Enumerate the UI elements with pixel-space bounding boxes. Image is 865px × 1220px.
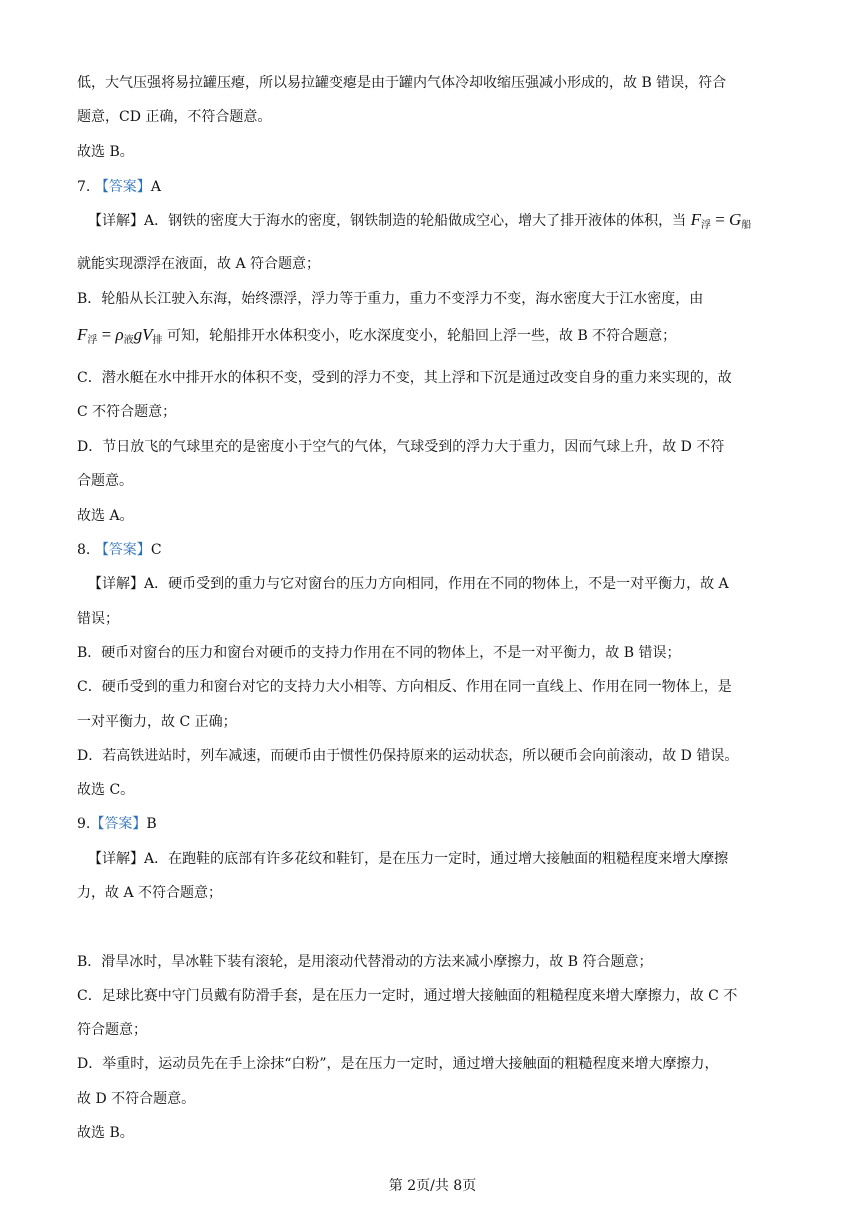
text-line: 故选 C。 <box>77 782 135 798</box>
text-line: C 不符合题意； <box>77 404 177 420</box>
question-number: 7. <box>77 179 91 195</box>
text-line: D．举重时，运动员先在手上涂抹“白粉”，是在压力一定时，通过增大接触面的粗糙程度来增大摩擦力， <box>77 1056 719 1072</box>
text-line: 【详解】A．硬币受到的重力与它对窗台的压力方向相同，作用在不同的物体上，不是一对平衡力，故 A <box>88 576 729 592</box>
text-line: 【详解】A．钢铁的密度大于海水的密度，钢铁制造的轮船做成空心，增大了排开液体的体积，当 $F_浮 = G_船$ <box>88 210 752 231</box>
formula-archimedes: $F_浮 = \rho_液gV_排$ <box>77 325 163 346</box>
text-line: 故选 A。 <box>77 508 134 524</box>
text-line: 一对平衡力，故 C 正确； <box>77 714 237 730</box>
text-line: B．硬币对窗台的压力和窗台对硬币的支持力作用在不同的物体上，不是一对平衡力，故 B 错误； <box>77 645 681 661</box>
text-line: B．轮船从长江驶入东海，始终漂浮，浮力等于重力，重力不变浮力不变，海水密度大于江水密度，由 <box>77 291 704 307</box>
text-line: 故选 B。 <box>77 144 134 160</box>
text-line: C．足球比赛中守门员戴有防滑手套，是在压力一定时，通过增大接触面的粗糙程度来增大摩擦力，故 C 不 <box>77 988 738 1004</box>
answer-label: 【答案】 <box>90 816 147 832</box>
answer-value: B <box>146 816 157 832</box>
text-line: 低，大气压强将易拉罐压瘪，所以易拉罐变瘪是由于罐内气体冷却收缩压强减小形成的，故 B 错误，符合 <box>77 75 727 91</box>
text-line: 合题意。 <box>77 473 133 489</box>
text-line: 力，故 A 不符合题意； <box>77 885 223 901</box>
question-9-header <box>77 813 157 833</box>
text-line: D．节日放飞的气球里充的是密度小于空气的气体，气球受到的浮力大于重力，因而气球上升，故 D 不符 <box>77 439 725 455</box>
text-line: 【详解】A．在跑鞋的底部有许多花纹和鞋钉，是在压力一定时，通过增大接触面的粗糙程度来增大摩擦 <box>88 851 729 867</box>
formula-float-equals-weight: $F_浮 = G_船$ <box>690 210 752 231</box>
text-line: C．硬币受到的重力和窗台对它的支持力大小相等、方向相反、作用在同一直线上、作用在同一物体上，是 <box>77 679 732 695</box>
text-line: 符合题意； <box>77 1022 147 1038</box>
answer-label: 【答案】 <box>94 542 151 558</box>
answer-label: 【答案】 <box>94 179 151 195</box>
answer-value: C <box>150 542 162 558</box>
text-line: 故 D 不符合题意。 <box>77 1091 196 1107</box>
text-line: 就能实现漂浮在液面，故 A 符合题意； <box>77 256 321 272</box>
answer-value: A <box>150 179 161 195</box>
text-line: 错误； <box>77 611 119 627</box>
question-number: 8. <box>77 542 91 558</box>
text-line: 题意，CD 正确，不符合题意。 <box>77 109 272 125</box>
question-8-header <box>77 539 162 559</box>
text-line: D．若高铁进站时，列车减速，而硬币由于惯性仍保持原来的运动状态，所以硬币会向前滚动，故 D 错误。 <box>77 748 739 764</box>
question-number: 9. <box>77 816 91 832</box>
text-line: $F_浮 = \rho_液gV_排$ 可知，轮船排开水体积变小，吃水深度变小，轮船回上浮一些，故 B 不符合题意； <box>77 325 677 346</box>
question-7-header <box>77 176 161 196</box>
text-line: 故选 B。 <box>77 1125 134 1141</box>
text-line: B．滑旱冰时，旱冰鞋下装有滚轮，是用滚动代替滑动的方法来减小摩擦力，故 B 符合题意； <box>77 954 653 970</box>
text-line: C．潜水艇在水中排开水的体积不变，受到的浮力不变，其上浮和下沉是通过改变自身的重力来实现的，故 <box>77 370 732 386</box>
page-footer: 第 2页/共 8页 <box>388 1178 477 1194</box>
